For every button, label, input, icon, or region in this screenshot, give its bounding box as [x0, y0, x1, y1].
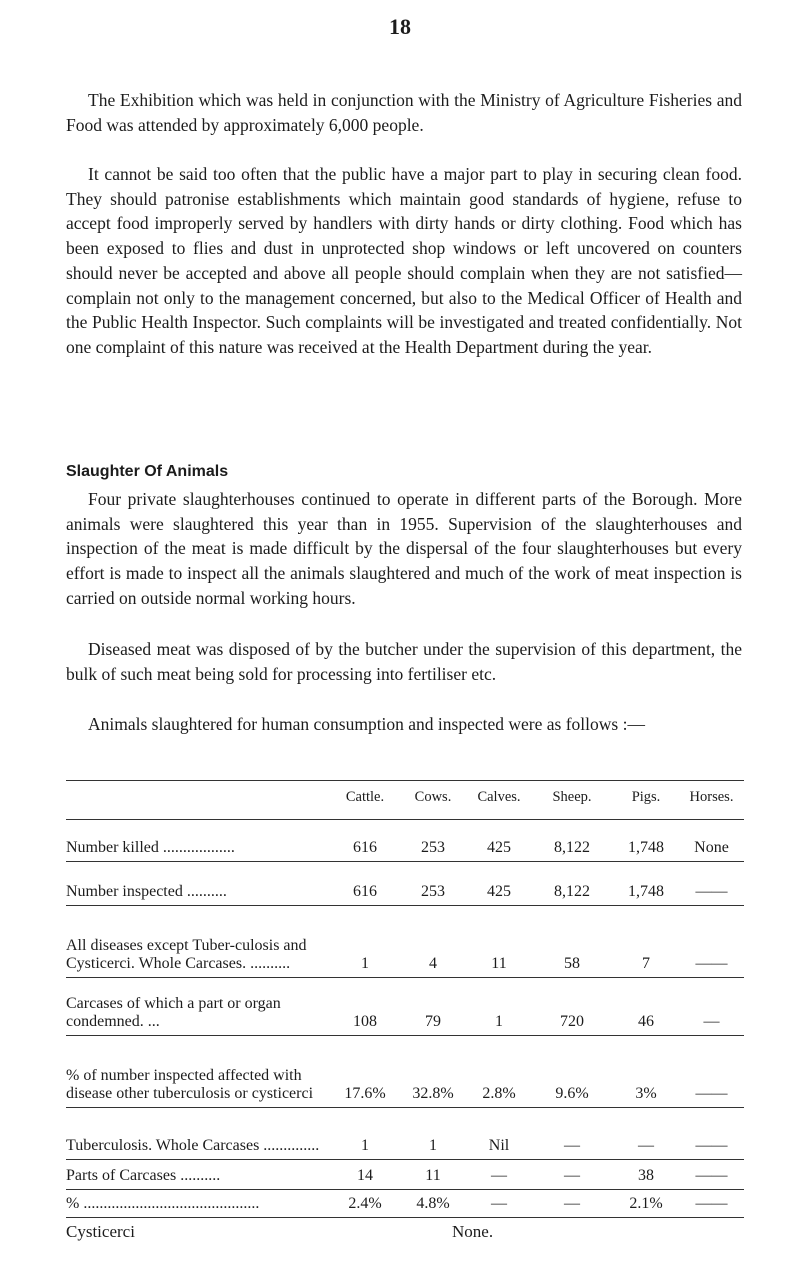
table-row	[66, 906, 744, 978]
header-horses: Horses.	[679, 781, 744, 820]
table-cell: 2.8%	[467, 1036, 531, 1108]
table-row	[66, 820, 744, 862]
section-heading: Slaughter Of Animals	[66, 463, 229, 480]
header-calves: Calves.	[467, 781, 531, 820]
table-cell: —	[531, 1190, 613, 1218]
table-cell: 14	[331, 1160, 399, 1190]
table-cell: 38	[613, 1160, 679, 1190]
table-cell: 8,122	[531, 862, 613, 906]
table-cell: 2.4%	[331, 1190, 399, 1218]
header-blank	[66, 781, 331, 820]
page-number: 18	[389, 14, 411, 39]
table-cell: —	[679, 978, 744, 1036]
table-cell: 1	[467, 978, 531, 1036]
row-label: Tuberculosis. Whole Carcases ..............	[66, 1108, 331, 1160]
paragraph-slaughterhouses: Four private slaughterhouses continued to operate in different parts of the Borough. More animals were slaughtered this year than in 1955. Supervision of the slaughterhouses and inspection of the meat is made difficult by the dispersal of the four slaughterhouses but every effort is made to inspect all the animals slaughtered and much of the work of meat inspection is carried on outside normal working hours.	[66, 489, 742, 608]
table-cell: 17.6%	[331, 1036, 399, 1108]
table-cell: ——	[679, 1160, 744, 1190]
table-cell: 425	[467, 820, 531, 862]
table-row	[66, 1190, 744, 1218]
table-cell: 1,748	[613, 820, 679, 862]
table-cell: 720	[531, 978, 613, 1036]
table-cell: 425	[467, 862, 531, 906]
table-cell: ——	[679, 862, 744, 906]
row-label: All diseases except Tuber-culosis and Cysticerci. Whole Carcases. ..........	[66, 906, 331, 978]
table-cell: 32.8%	[399, 1036, 467, 1108]
table-cell: 1	[331, 1108, 399, 1160]
table-row	[66, 1108, 744, 1160]
paragraph-diseased-meat: Diseased meat was disposed of by the butcher under the supervision of this department, the bulk of such meat being sold for processing into fertiliser etc.	[66, 639, 742, 684]
row-label: Parts of Carcases ..........	[66, 1160, 331, 1190]
table-cell: 9.6%	[531, 1036, 613, 1108]
row-label: % ............................................	[66, 1190, 331, 1218]
row-label: Number inspected ..........	[66, 862, 331, 906]
table-cell: ——	[679, 1190, 744, 1218]
row-label: % of number inspected affected with disease other tuberculosis or cysticerci	[66, 1036, 331, 1108]
table-cell: —	[613, 1108, 679, 1160]
paragraph-exhibition: The Exhibition which was held in conjunction with the Ministry of Agriculture Fisheries and Food was attended by approximately 6,000 people.	[66, 90, 742, 135]
table-cell: —	[531, 1108, 613, 1160]
table-cell: None	[679, 820, 744, 862]
table-cell: 108	[331, 978, 399, 1036]
table-cell: 1	[399, 1108, 467, 1160]
table-cell: 7	[613, 906, 679, 978]
table-cell: 616	[331, 820, 399, 862]
paragraph-clean-food: It cannot be said too often that the public have a major part to play in securing clean food. They should patronise establishments which maintain good standards of hygiene, refuse to accept food improperly served by handlers with dirty hands or dirty clothing. Food which has been exposed to flies and dust in unprotected shop windows or left uncovered on counters should never be accepted and above all people should complain when they are not satisfied—complain not only to the management concerned, but also to the Medical Officer of Health and the Public Health Inspector. Such complaints will be investigated and treated confidentially. Not one complaint of this nature was received at the Health Department during the year.	[66, 164, 742, 357]
table-header-row	[66, 781, 744, 820]
table-cell: 8,122	[531, 820, 613, 862]
table-row	[66, 1036, 744, 1108]
table-cell: 46	[613, 978, 679, 1036]
table-cell: 4.8%	[399, 1190, 467, 1218]
table-cell: 253	[399, 820, 467, 862]
table-cell: 58	[531, 906, 613, 978]
footer-cysticerci-value: None.	[452, 1222, 494, 1241]
table-cell: ——	[679, 1108, 744, 1160]
table-cell: 253	[399, 862, 467, 906]
table-cell: 1,748	[613, 862, 679, 906]
header-cows: Cows.	[399, 781, 467, 820]
table-row	[66, 978, 744, 1036]
table-cell: 1	[331, 906, 399, 978]
header-pigs: Pigs.	[613, 781, 679, 820]
table-cell: ——	[679, 1036, 744, 1108]
table-cell: 2.1%	[613, 1190, 679, 1218]
table-cell: —	[467, 1190, 531, 1218]
table-cell: Nil	[467, 1108, 531, 1160]
table-cell: 11	[399, 1160, 467, 1190]
table-cell: 616	[331, 862, 399, 906]
footer-cysticerci-label: Cysticerci	[66, 1222, 135, 1241]
table-cell: 3%	[613, 1036, 679, 1108]
table-cell: 11	[467, 906, 531, 978]
paragraph-animals-intro: Animals slaughtered for human consumption and inspected were as follows :—	[88, 714, 645, 734]
table-row	[66, 862, 744, 906]
table-cell: 4	[399, 906, 467, 978]
table-cell: ——	[679, 906, 744, 978]
table-cell: 79	[399, 978, 467, 1036]
header-sheep: Sheep.	[531, 781, 613, 820]
table-row	[66, 1160, 744, 1190]
table-cell: —	[467, 1160, 531, 1190]
header-cattle: Cattle.	[331, 781, 399, 820]
row-label: Carcases of which a part or organ condemned. ...	[66, 978, 331, 1036]
slaughter-table	[66, 780, 744, 1218]
table-cell: —	[531, 1160, 613, 1190]
row-label: Number killed ..................	[66, 820, 331, 862]
